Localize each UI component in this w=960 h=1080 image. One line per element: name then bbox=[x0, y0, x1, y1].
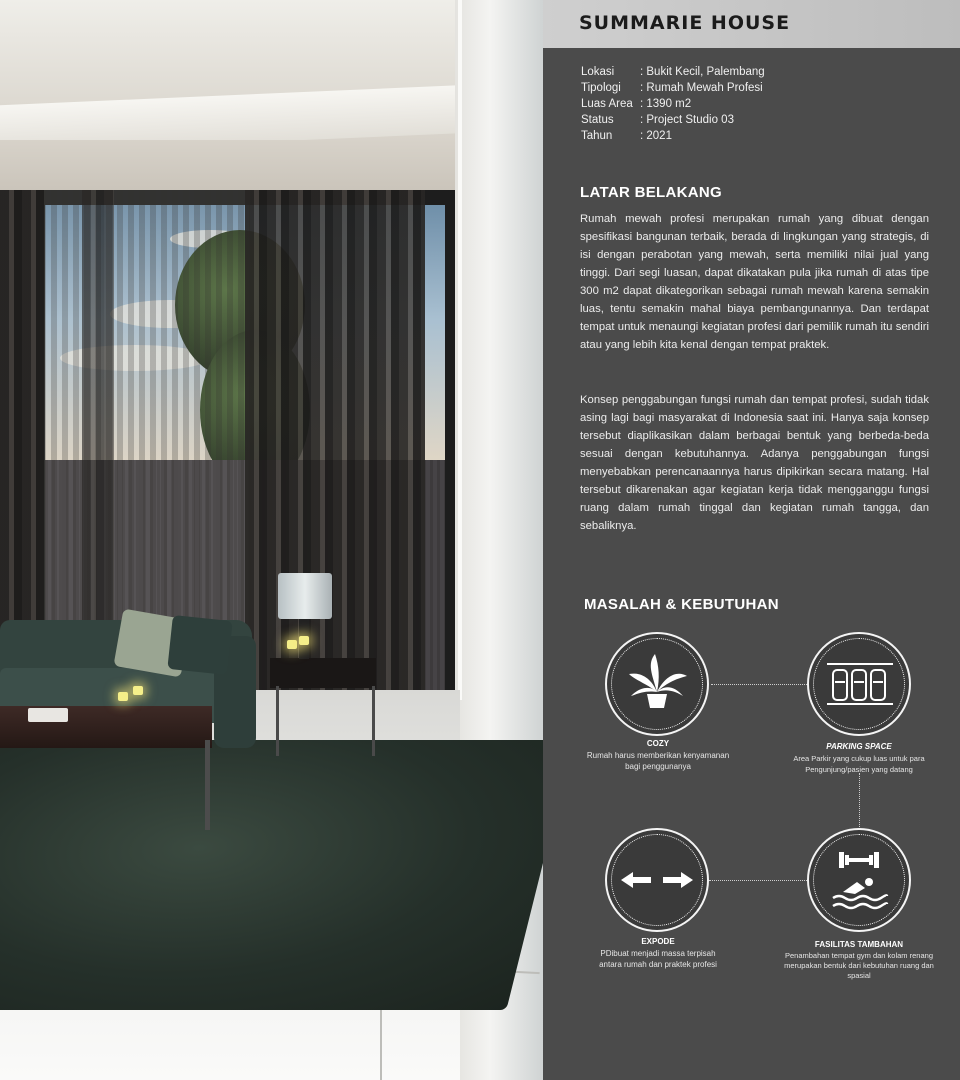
arrows-apart-icon bbox=[607, 830, 707, 930]
expode-desc: PDibuat menjadi massa terpisah antara rumah dan praktek profesi bbox=[599, 949, 717, 969]
side-table-leg bbox=[276, 686, 279, 756]
curtain-right bbox=[245, 190, 425, 700]
connector-line bbox=[859, 773, 860, 827]
side-table bbox=[270, 658, 376, 688]
expode-badge bbox=[605, 828, 709, 932]
info-value: : 2021 bbox=[640, 130, 672, 142]
cozy-title: COZY bbox=[646, 739, 670, 748]
parking-icon bbox=[809, 634, 909, 734]
ceiling-soffit bbox=[0, 140, 470, 195]
parking-desc: Area Parkir yang cukup luas untuk para Pengunjung/pasien yang datang bbox=[793, 754, 925, 774]
side-table-leg bbox=[372, 686, 375, 756]
expode-title: EXPODE bbox=[641, 937, 675, 946]
connector-line bbox=[711, 684, 807, 685]
info-label: Status bbox=[581, 114, 614, 126]
pillow bbox=[167, 615, 232, 675]
wall-edge bbox=[458, 0, 462, 700]
info-panel bbox=[543, 0, 960, 1080]
info-row bbox=[581, 96, 765, 112]
info-label: Tipologi bbox=[581, 82, 621, 94]
parking-title: PARKING SPACE bbox=[826, 742, 892, 751]
book bbox=[28, 708, 68, 722]
background-heading: LATAR BELAKANG bbox=[580, 184, 722, 201]
candle bbox=[118, 692, 128, 701]
info-row bbox=[581, 80, 765, 96]
info-value: : Bukit Kecil, Palembang bbox=[640, 66, 765, 78]
plant-icon bbox=[607, 634, 707, 734]
issues-heading: MASALAH & KEBUTUHAN bbox=[584, 596, 779, 613]
cozy-desc: Rumah harus memberikan kenyamanan bagi penggunanya bbox=[586, 751, 730, 771]
facility-desc: Penambahan tempat gym dan kolam renang merupakan bentuk dari kebutuhan ruang dan spasial bbox=[784, 951, 934, 980]
gym-swim-icon bbox=[809, 830, 909, 930]
info-label: Luas Area bbox=[581, 98, 633, 110]
project-info bbox=[581, 64, 765, 144]
candle bbox=[133, 686, 143, 695]
info-row bbox=[581, 128, 765, 144]
background-paragraph-2: Konsep penggabungan fungsi rumah dan tempat profesi, sudah tidak asing lagi bagi masyarakat di Indonesia saat ini. Hanya saja konsep tersebut diaplikasikan dalam berbagai bentuk yang berbeda-beda sesuai dengan kebutuhannya. Adanya penggabungan fungsi menyebabkan perencanaannya harus dipikirkan secara matang. Hal tersebut dikarenakan agar kegiatan kerja tidak mengganggu fungsi ruang dalam rumah tinggal dan kegiatan rumah tangga, dan sebaliknya. bbox=[580, 394, 929, 532]
background-paragraph-1: Rumah mewah profesi merupakan rumah yang dibuat dengan spesifikasi bangunan terbaik, berada di lingkungan yang strategis, di isi dengan perabotan yang mewah, serta memiliki nilai jual yang tinggi. Dari segi luasan, dapat dikatakan pula jika rumah di atas tipe 300 m2 dapat dikategorikan sebagai rumah mewah karena semakin luas, tentu semakin mahal biaya pembangunannya. Dan terdapat tempat untuk menaungi kegiatan profesi dari pemilik rumah itu sendiri atau yang lebih kita kenal dengan tempat praktek. bbox=[580, 213, 929, 351]
table-lamp bbox=[278, 573, 332, 619]
info-row bbox=[581, 112, 765, 128]
facility-title: FASILITAS TAMBAHAN bbox=[814, 940, 904, 949]
candle bbox=[287, 640, 297, 649]
info-value: : Project Studio 03 bbox=[640, 114, 734, 126]
project-title: SUMMARIE HOUSE bbox=[579, 12, 791, 34]
facility-badge bbox=[807, 828, 911, 932]
cozy-badge bbox=[605, 632, 709, 736]
parking-badge bbox=[807, 632, 911, 736]
coffee-table-leg bbox=[205, 740, 210, 830]
info-label: Lokasi bbox=[581, 66, 615, 78]
title-bar bbox=[543, 0, 960, 48]
candle bbox=[299, 636, 309, 645]
info-value: : 1390 m2 bbox=[640, 98, 692, 110]
shag-rug bbox=[0, 740, 543, 1010]
connector-line bbox=[709, 880, 807, 881]
info-label: Tahun bbox=[581, 130, 613, 142]
info-row bbox=[581, 64, 765, 80]
info-value: : Rumah Mewah Profesi bbox=[640, 82, 763, 94]
